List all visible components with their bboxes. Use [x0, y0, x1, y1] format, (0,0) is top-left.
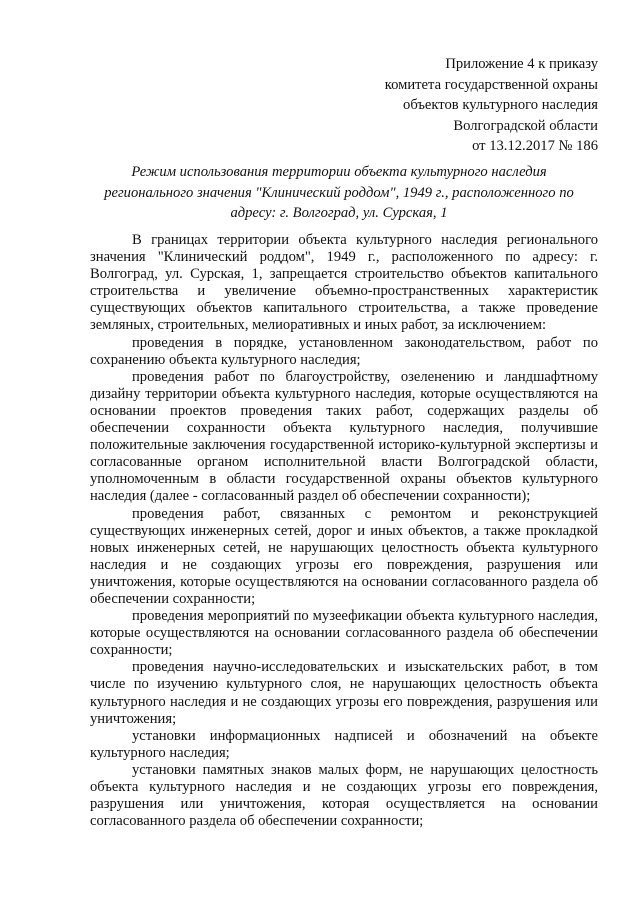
paragraph-landscaping: проведения работ по благоустройству, озеленению и ландшафтному дизайну территории объекта культурного наследия, которые осуществляются на основании проектов проведения таких работ, содержащих разделы об обеспечении сохранности объекта культурного наследия, получившие положительные заключения государственной историко-культурной экспертизы и согласованные органом исполнительной власти Волгоградской области, уполномоченным в области государственной охраны объектов культурного наследия (далее - согласованный раздел об обеспечении сохранности); — [90, 368, 598, 505]
title-line-3: адресу: г. Волгоград, ул. Сурская, 1 — [230, 205, 448, 221]
order-appendix-header — [298, 54, 598, 157]
header-line-committee: комитета государственной охраны — [384, 76, 598, 93]
document-body — [90, 232, 598, 830]
paragraph-research: проведения научно-исследовательских и изыскательских работ, в том числе по изучению культурного слоя, не нарушающих целостность объекта культурного наследия и не создающих угрозы его повреждения, разрушения или уничтожения; — [90, 659, 598, 727]
paragraph-memorial-signs: установки памятных знаков малых форм, не нарушающих целостность объекта культурного наследия и не создающих угрозы его повреждения, разрушения или уничтожения, которая осуществляется на основании согласованного раздела об обеспечении сохранности; — [90, 761, 598, 830]
paragraph-engineering-networks: проведения работ, связанных с ремонтом и реконструкцией существующих инженерных сетей, дорог и иных объектов, а также прокладкой новых инженерных сетей, не нарушающих целостность объекта культурного наследия и не создающих угрозы его повреждения, разрушения или уничтожения, которые осуществляются на основании согласованного раздела об обеспечении сохранности; — [90, 505, 598, 607]
header-line-region: Волгоградской области — [453, 117, 598, 134]
paragraph-museum: проведения мероприятий по музеефикации объекта культурного наследия, которые осуществляются на основании согласованного раздела об обеспечении сохранности; — [90, 608, 598, 659]
title-line-2: регионального значения "Клинический роддом", 1949 г., расположенного по — [104, 184, 574, 201]
header-line-heritage: объектов культурного наследия — [403, 97, 598, 113]
paragraph-information-signs: установки информационных надписей и обозначений на объекте культурного наследия; — [90, 727, 598, 761]
title-line-1: Режим использования территории объекта культурного наследия — [131, 164, 547, 180]
header-line-date-number: от 13.12.2017 № 186 — [472, 138, 598, 154]
header-line-appendix: Приложение 4 к приказу — [445, 56, 598, 72]
paragraph-preservation-works: проведения в порядке, установленном законодательством, работ по сохранению объекта культурного наследия; — [90, 334, 598, 368]
document-title — [70, 162, 608, 224]
paragraph-intro: В границах территории объекта культурного наследия регионального значения "Клинический роддом", 1949 г., расположенного по адресу: г. Волгоград, ул. Сурская, 1, запрещается строительство объектов капитального строительства и увеличение объемно-пространственных характеристик существующих объектов капитального строительства, а также проведение земляных, строительных, мелиоративных и иных работ, за исключением: — [90, 232, 598, 334]
